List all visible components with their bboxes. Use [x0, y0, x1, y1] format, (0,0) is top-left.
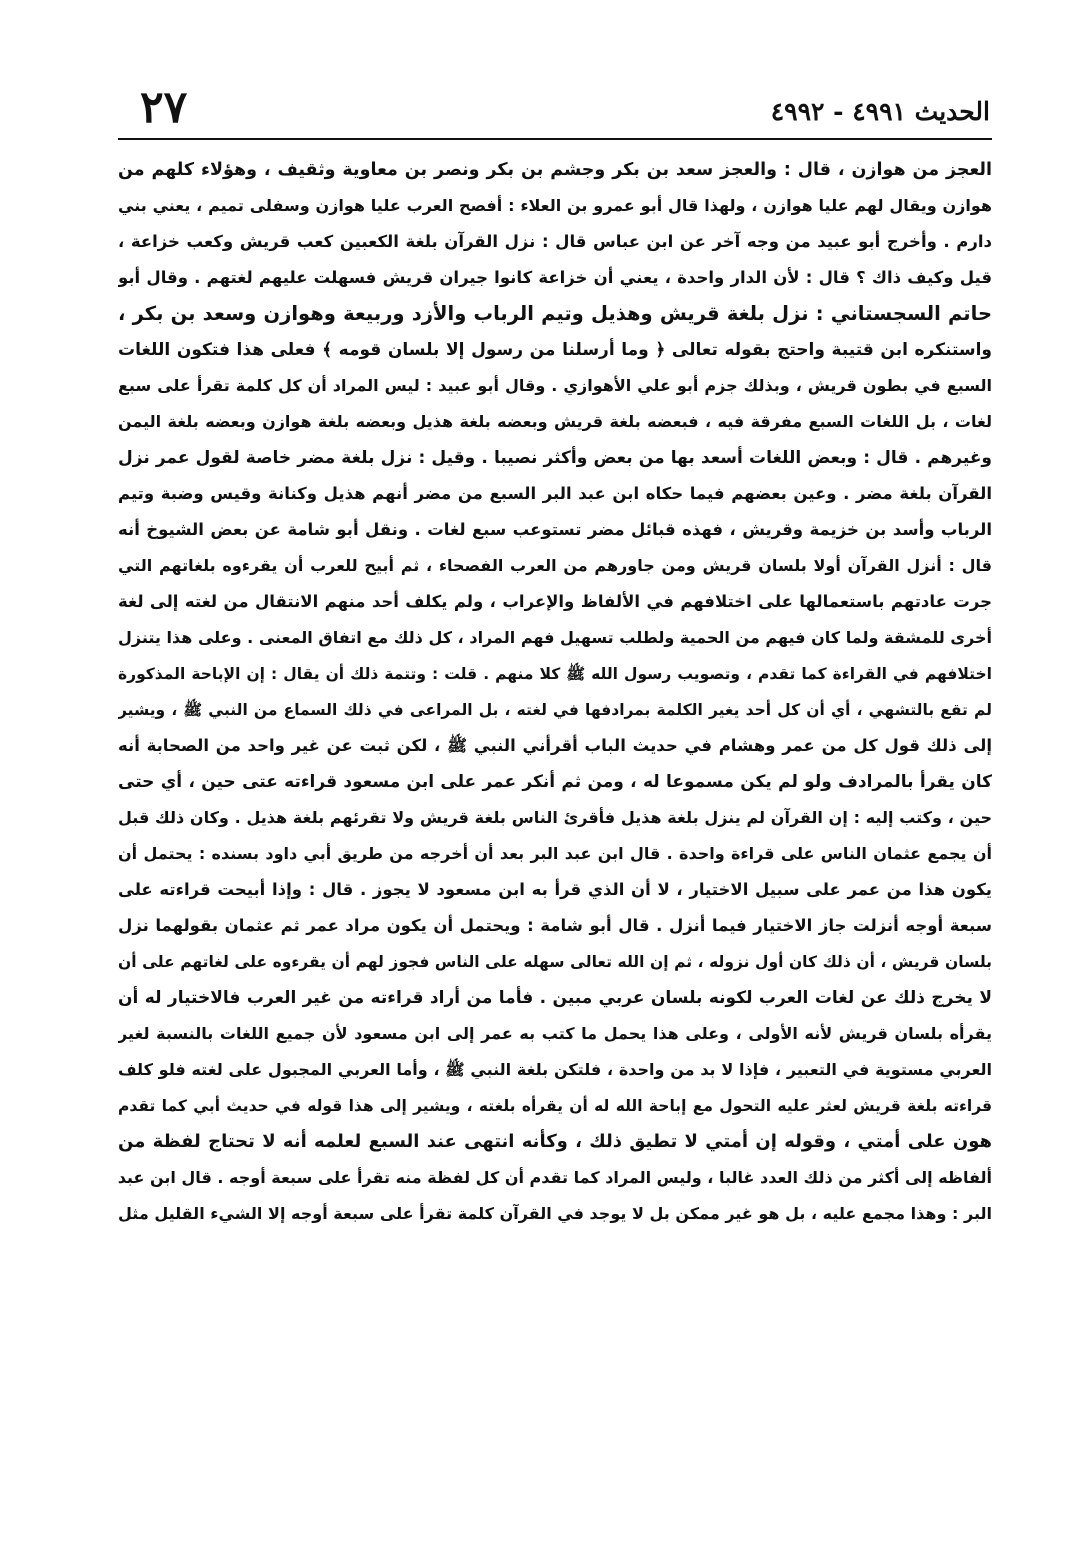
- text-line: حين ، وكتب إليه : إن القرآن لم ينزل بلغة هذيل فأقرئ الناس بلغة قريش ولا تقرئهم بلغة هذيل . وكان ذلك قبل: [118, 808, 992, 827]
- page-number: ٢٧: [140, 82, 188, 133]
- text-line: سبعة أوجه أنزلت جاز الاختيار فيما أنزل . قال أبو شامة : ويحتمل أن يكون مراد عمر ثم عثمان بقولهما نزل: [118, 916, 992, 935]
- text-line: قيل وكيف ذاك ؟ قال : لأن الدار واحدة ، يعني أن خزاعة كانوا جيران قريش فسهلت عليهم لغتهم . وقال أبو: [118, 268, 992, 287]
- text-line: أخرى للمشقة ولما كان فيهم من الحمية ولطلب تسهيل فهم المراد ، كل ذلك مع اتفاق المعنى . وعلى هذا يتنزل: [118, 628, 992, 647]
- text-line: القرآن بلغة مضر . وعين بعضهم فيما حكاه ابن عبد البر السبع من مضر أنهم هذيل وكنانة وقيس وضبة وتيم: [118, 484, 992, 503]
- text-line: لم تقع بالتشهي ، أي أن كل أحد يغير الكلمة بمرادفها في لغته ، بل المراعى في ذلك السماع من النبي ﷺ ، ويشير: [118, 701, 992, 719]
- text-line: حاتم السجستاني : نزل بلغة قريش وهذيل وتيم الرباب والأزد وربيعة وهوازن وسعد بن بكر ،: [118, 302, 992, 325]
- text-line: لا يخرج ذلك عن لغات العرب لكونه بلسان عربي مبين . فأما من أراد قراءته من غير العرب فالاختيار له أن: [118, 988, 992, 1008]
- text-line: يكون هذا من عمر على سبيل الاختيار ، لا أن الذي قرأ به ابن مسعود لا يجوز . قال : وإذا أبيحت قراءته على: [118, 880, 992, 899]
- text-line: اختلافهم في القراءة كما تقدم ، وتصويب رسول الله ﷺ كلا منهم . قلت : وتتمة ذلك أن يقال : إن الإباحة المذكورة: [118, 665, 992, 683]
- text-line: كان يقرأ بالمرادف ولو لم يكن مسموعا له ، ومن ثم أنكر عمر على ابن مسعود قراءته عتى حين ، أي حتى: [118, 772, 992, 792]
- text-line: جرت عادتهم باستعمالها على اختلافهم في الألفاظ والإعراب ، ولم يكلف أحد منهم الانتقال من لغته إلى لغة: [118, 592, 992, 611]
- text-line: إلى ذلك قول كل من عمر وهشام في حديث الباب أقرأني النبي ﷺ ، لكن ثبت عن غير واحد من الصحابة أنه: [118, 736, 992, 755]
- text-line: هوازن ويقال لهم عليا هوازن ، ولهذا قال أبو عمرو بن العلاء : أفصح العرب عليا هوازن وسفلى تميم ، يعني بني: [118, 196, 992, 215]
- text-line: قراءته بلغة قريش لعثر عليه التحول مع إباحة الله له أن يقرأه بلغته ، ويشير إلى هذا قوله في حديث أبي كما تقدم: [118, 1097, 992, 1115]
- text-line: وغيرهم . قال : وبعض اللغات أسعد بها من بعض وأكثر نصيبا . وقيل : نزل بلغة مضر خاصة لقول عمر نزل: [118, 448, 992, 468]
- text-line: بلسان قريش ، أن ذلك كان أول نزوله ، ثم إن الله تعالى سهله على الناس فجوز لهم أن يقرءوه على لغاتهم على أن: [118, 953, 992, 971]
- text-line: أن يجمع عثمان الناس على قراءة واحدة . قال ابن عبد البر بعد أن أخرجه من طريق أبي داود بسنده : يحتمل أن: [118, 844, 992, 863]
- text-line: السبع في بطون قريش ، وبذلك جزم أبو علي الأهوازي . وقال أبو عبيد : ليس المراد أن كل كلمة تقرأ على سبع: [118, 376, 992, 395]
- running-title: الحديث ٤٩٩١ - ٤٩٩٢: [770, 97, 990, 126]
- text-line: البر : وهذا مجمع عليه ، بل هو غير ممكن بل لا يوجد في القرآن كلمة تقرأ على سبعة أوجه إلا الشيء القليل مثل: [118, 1204, 992, 1223]
- body-text: [118, 152, 992, 1432]
- text-line: هون على أمتي ، وقوله إن أمتي لا تطيق ذلك ، وكأنه انتهى عند السبع لعلمه أنه لا تحتاج لفظة من: [118, 1131, 992, 1152]
- text-line: واستنكره ابن قتيبة واحتج بقوله تعالى ﴿ وما أرسلنا من رسول إلا بلسان قومه ﴾ فعلى هذا فتكون اللغات: [118, 340, 992, 360]
- page-header: [120, 82, 990, 134]
- text-line: الرباب وأسد بن خزيمة وقريش ، فهذه قبائل مضر تستوعب سبع لغات . ونقل أبو شامة عن بعض الشيوخ أنه: [118, 520, 992, 539]
- text-line: قال : أنزل القرآن أولا بلسان قريش ومن جاورهم من العرب الفصحاء ، ثم أبيح للعرب أن يقرءوه بلغاتهم التي: [118, 556, 992, 575]
- text-line: دارم . وأخرج أبو عبيد من وجه آخر عن ابن عباس قال : نزل القرآن بلغة الكعبين كعب قريش وكعب خزاعة ،: [118, 232, 992, 251]
- header-rule: [118, 138, 992, 140]
- text-line: يقرأه بلسان قريش لأنه الأولى ، وعلى هذا يحمل ما كتب به عمر إلى ابن مسعود لأن جميع اللغات بالنسبة لغير: [118, 1024, 992, 1043]
- text-line: العجز من هوازن ، قال : والعجز سعد بن بكر وجشم بن بكر ونصر بن معاوية وثقيف ، وهؤلاء كلهم من: [118, 160, 992, 180]
- text-line: ألفاظه إلى أكثر من ذلك العدد غالبا ، وليس المراد كما تقدم أن كل لفظة منه تقرأ على سبعة أوجه . قال ابن عبد: [118, 1168, 992, 1187]
- text-line: لغات ، بل اللغات السبع مفرقة فيه ، فبعضه بلغة قريش وبعضه بلغة هذيل وبعضه بلغة هوازن وبعضه بلغة اليمن: [118, 412, 992, 431]
- text-line: العربي مستوية في التعبير ، فإذا لا بد من واحدة ، فلتكن بلغة النبي ﷺ ، وأما العربي المجبول على لغته فلو كلف: [118, 1060, 992, 1079]
